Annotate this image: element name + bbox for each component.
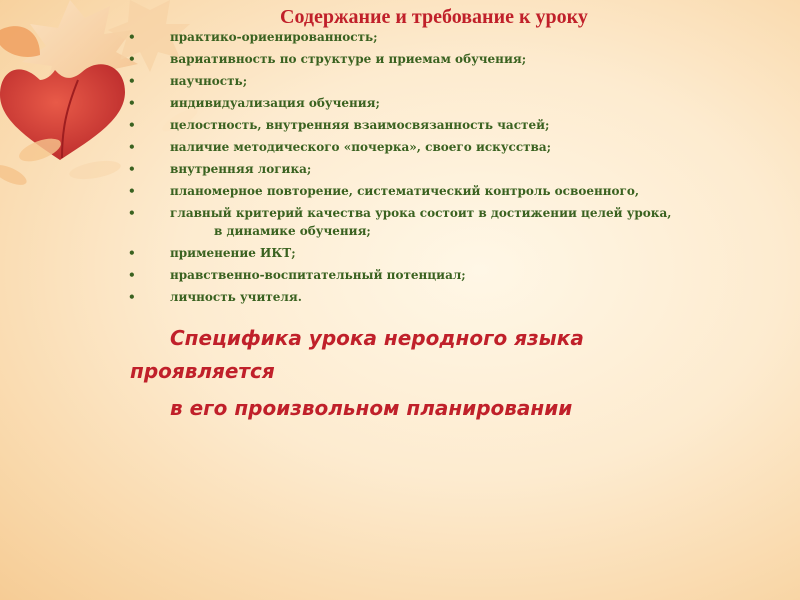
bullet-icon: •: [128, 30, 136, 44]
list-item: • целостность, внутренняя взаимосвязанность частей;: [128, 114, 768, 136]
bullet-icon: •: [128, 96, 136, 110]
list-item: • планомерное повторение, систематический контроль освоенного,: [128, 180, 768, 202]
specific-line-2: проявляется: [130, 359, 275, 383]
orange-leaf-icon: [0, 26, 40, 57]
list-item: • практико-ориенированность;: [128, 26, 768, 48]
list-item: • наличие методического «почерка», своего искусства;: [128, 136, 768, 158]
bullet-icon: •: [128, 268, 136, 282]
list-item: • вариативность по структуре и приемам обучения;: [128, 48, 768, 70]
bullet-icon: •: [128, 52, 136, 66]
bullet-icon: •: [128, 206, 136, 220]
specific-line-1: Специфика урока неродного языка: [170, 326, 584, 350]
bullet-icon: •: [128, 184, 136, 198]
bullet-icon: •: [128, 118, 136, 132]
list-item: • личность учителя.: [128, 286, 768, 308]
bullet-icon: •: [128, 162, 136, 176]
slide-title: Содержание и требование к уроку: [280, 6, 588, 28]
list-item-continuation: в динамике обучения;: [214, 224, 371, 238]
list-item: • индивидуализация обучения;: [128, 92, 768, 114]
list-item: • главный критерий качества урока состоит в достижении целей урока, в динамике обучения;: [128, 202, 768, 242]
leaf-icon: [0, 161, 29, 189]
list-item: • внутренняя логика;: [128, 158, 768, 180]
specific-statement: [130, 322, 770, 425]
requirements-list: [128, 26, 768, 308]
leaf-icon: [68, 158, 122, 183]
list-item: • нравственно-воспитательный потенциал;: [128, 264, 768, 286]
list-item: • научность;: [128, 70, 768, 92]
list-item: • применение ИКТ;: [128, 242, 768, 264]
bullet-icon: •: [128, 290, 136, 304]
bullet-icon: •: [128, 140, 136, 154]
specific-line-3: в его произвольном планировании: [170, 396, 573, 420]
bullet-icon: •: [128, 246, 136, 260]
bullet-icon: •: [128, 74, 136, 88]
